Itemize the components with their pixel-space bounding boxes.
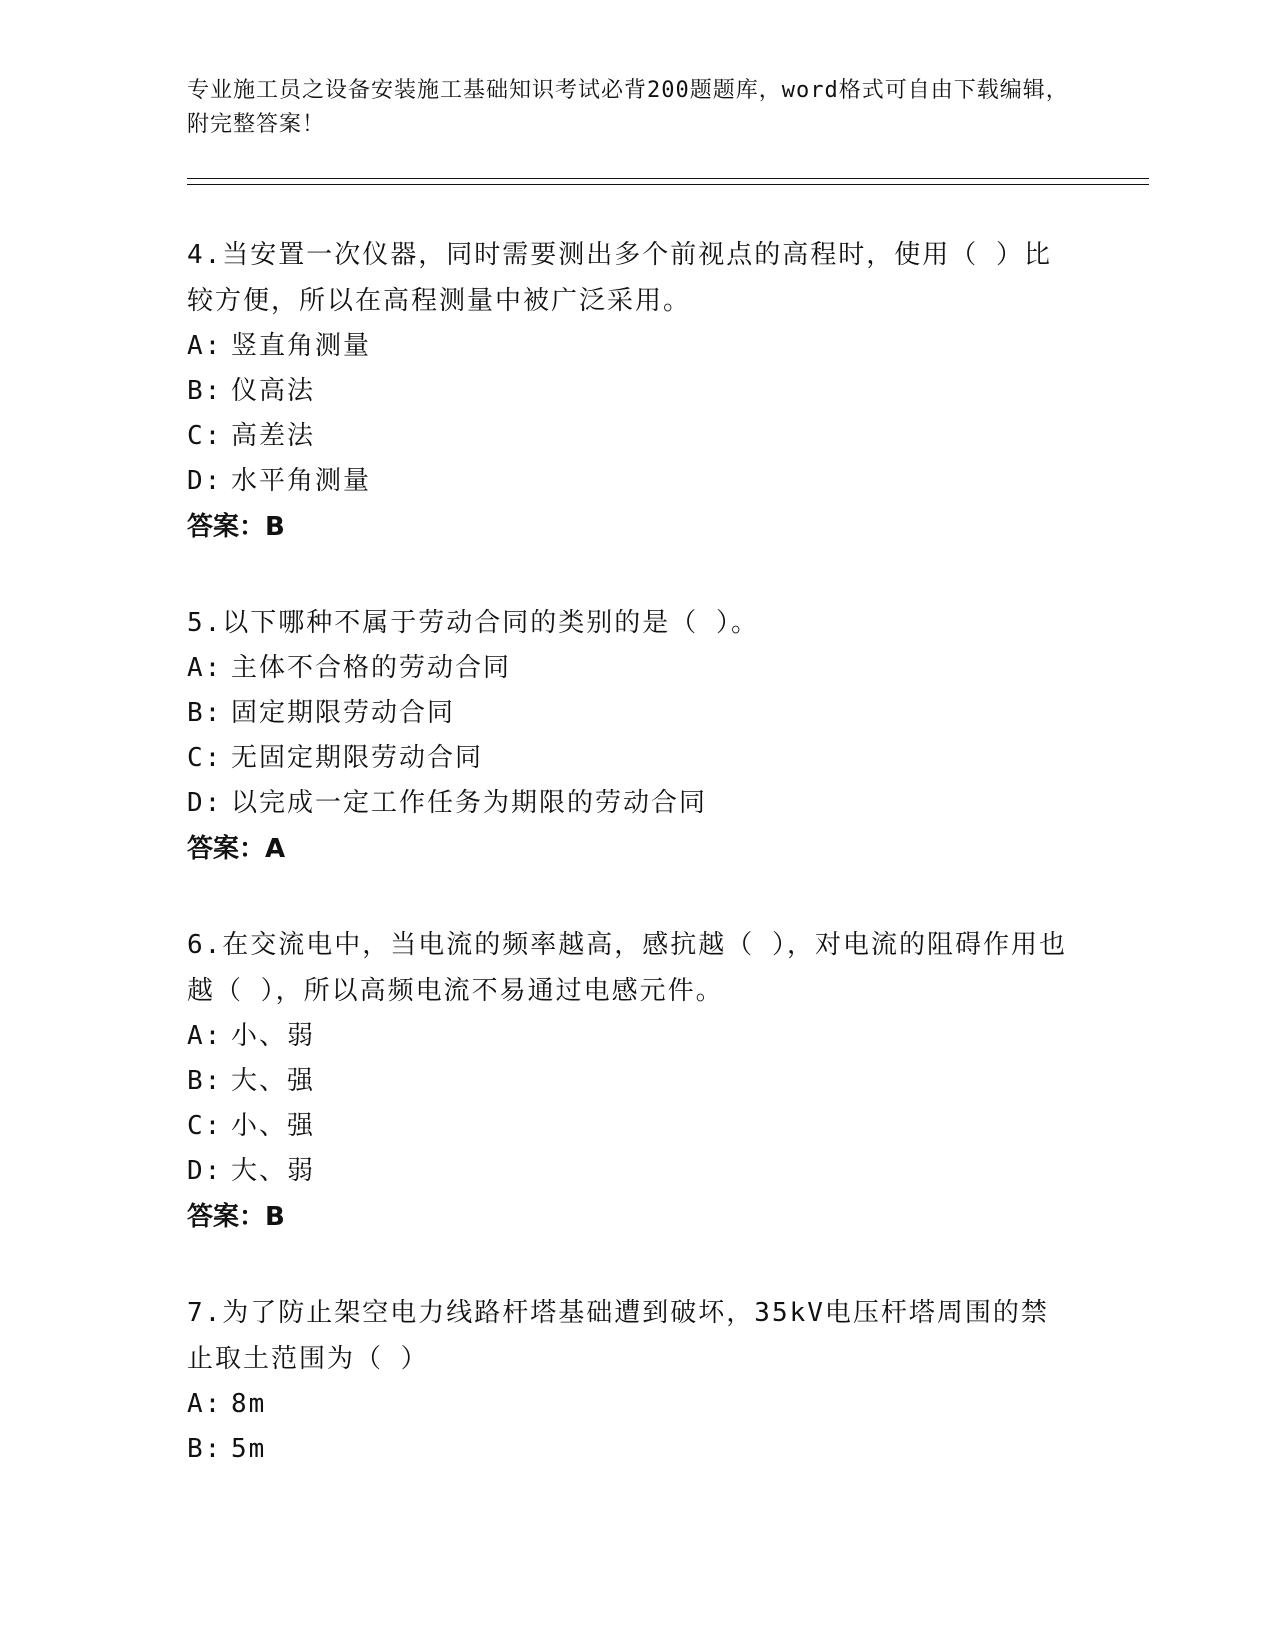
option-text: 以完成一定工作任务为期限的劳动合同 <box>231 788 708 818</box>
option-letter: A: <box>187 1021 223 1051</box>
question-stem: 5.以下哪种不属于劳动合同的类别的是（ ）。 <box>187 608 759 638</box>
option-letter: B: <box>187 1434 223 1464</box>
option-text: 竖直角测量 <box>231 331 372 361</box>
question-list <box>187 232 1067 1522</box>
option-text: 高差法 <box>231 421 316 451</box>
option-c <box>187 736 1067 781</box>
question-stem: 4.当安置一次仪器，同时需要测出多个前视点的高程时，使用（ ）比较方便，所以在高程测量中被广泛采用。 <box>187 240 1052 316</box>
option-text: 5m <box>231 1434 267 1464</box>
question-item <box>187 232 1067 550</box>
option-text: 固定期限劳动合同 <box>231 698 456 728</box>
option-b <box>187 369 1067 414</box>
answer-line: 答案：B <box>187 512 285 542</box>
option-b <box>187 1427 1067 1472</box>
option-a <box>187 646 1067 691</box>
option-text: 无固定期限劳动合同 <box>231 743 484 773</box>
question-stem: 6.在交流电中，当电流的频率越高，感抗越（ ），对电流的阻碍作用也越（ ），所以高频电流不易通过电感元件。 <box>187 930 1067 1006</box>
option-text: 主体不合格的劳动合同 <box>231 653 512 683</box>
option-d <box>187 781 1067 826</box>
option-letter: A: <box>187 1389 223 1419</box>
option-letter: D: <box>187 788 223 818</box>
question-item <box>187 922 1067 1240</box>
question-item <box>187 600 1067 872</box>
option-letter: B: <box>187 698 223 728</box>
question-stem: 7.为了防止架空电力线路杆塔基础遭到破坏，35kV电压杆塔周围的禁止取土范围为（ ） <box>187 1298 1049 1374</box>
double-rule-divider <box>187 178 1149 185</box>
option-text: 仪高法 <box>231 376 316 406</box>
option-a <box>187 324 1067 369</box>
document-title: 专业施工员之设备安装施工基础知识考试必背200题题库，word格式可自由下载编辑，附完整答案！ <box>187 78 1069 137</box>
answer-line: 答案：A <box>187 834 286 864</box>
option-letter: A: <box>187 653 223 683</box>
option-text: 小、强 <box>231 1111 316 1141</box>
answer-line: 答案：B <box>187 1202 285 1232</box>
option-letter: C: <box>187 421 223 451</box>
option-letter: D: <box>187 466 223 496</box>
option-c <box>187 414 1067 459</box>
option-letter: D: <box>187 1156 223 1186</box>
option-d <box>187 459 1067 504</box>
option-letter: C: <box>187 1111 223 1141</box>
option-a <box>187 1382 1067 1427</box>
option-text: 小、弱 <box>231 1021 316 1051</box>
option-d <box>187 1149 1067 1194</box>
option-b <box>187 691 1067 736</box>
option-text: 水平角测量 <box>231 466 372 496</box>
option-letter: A: <box>187 331 223 361</box>
option-letter: B: <box>187 1066 223 1096</box>
option-b <box>187 1059 1067 1104</box>
option-text: 大、强 <box>231 1066 316 1096</box>
option-text: 8m <box>231 1389 267 1419</box>
option-letter: B: <box>187 376 223 406</box>
option-c <box>187 1104 1067 1149</box>
question-item <box>187 1290 1067 1472</box>
option-text: 大、弱 <box>231 1156 316 1186</box>
option-letter: C: <box>187 743 223 773</box>
option-a <box>187 1014 1067 1059</box>
